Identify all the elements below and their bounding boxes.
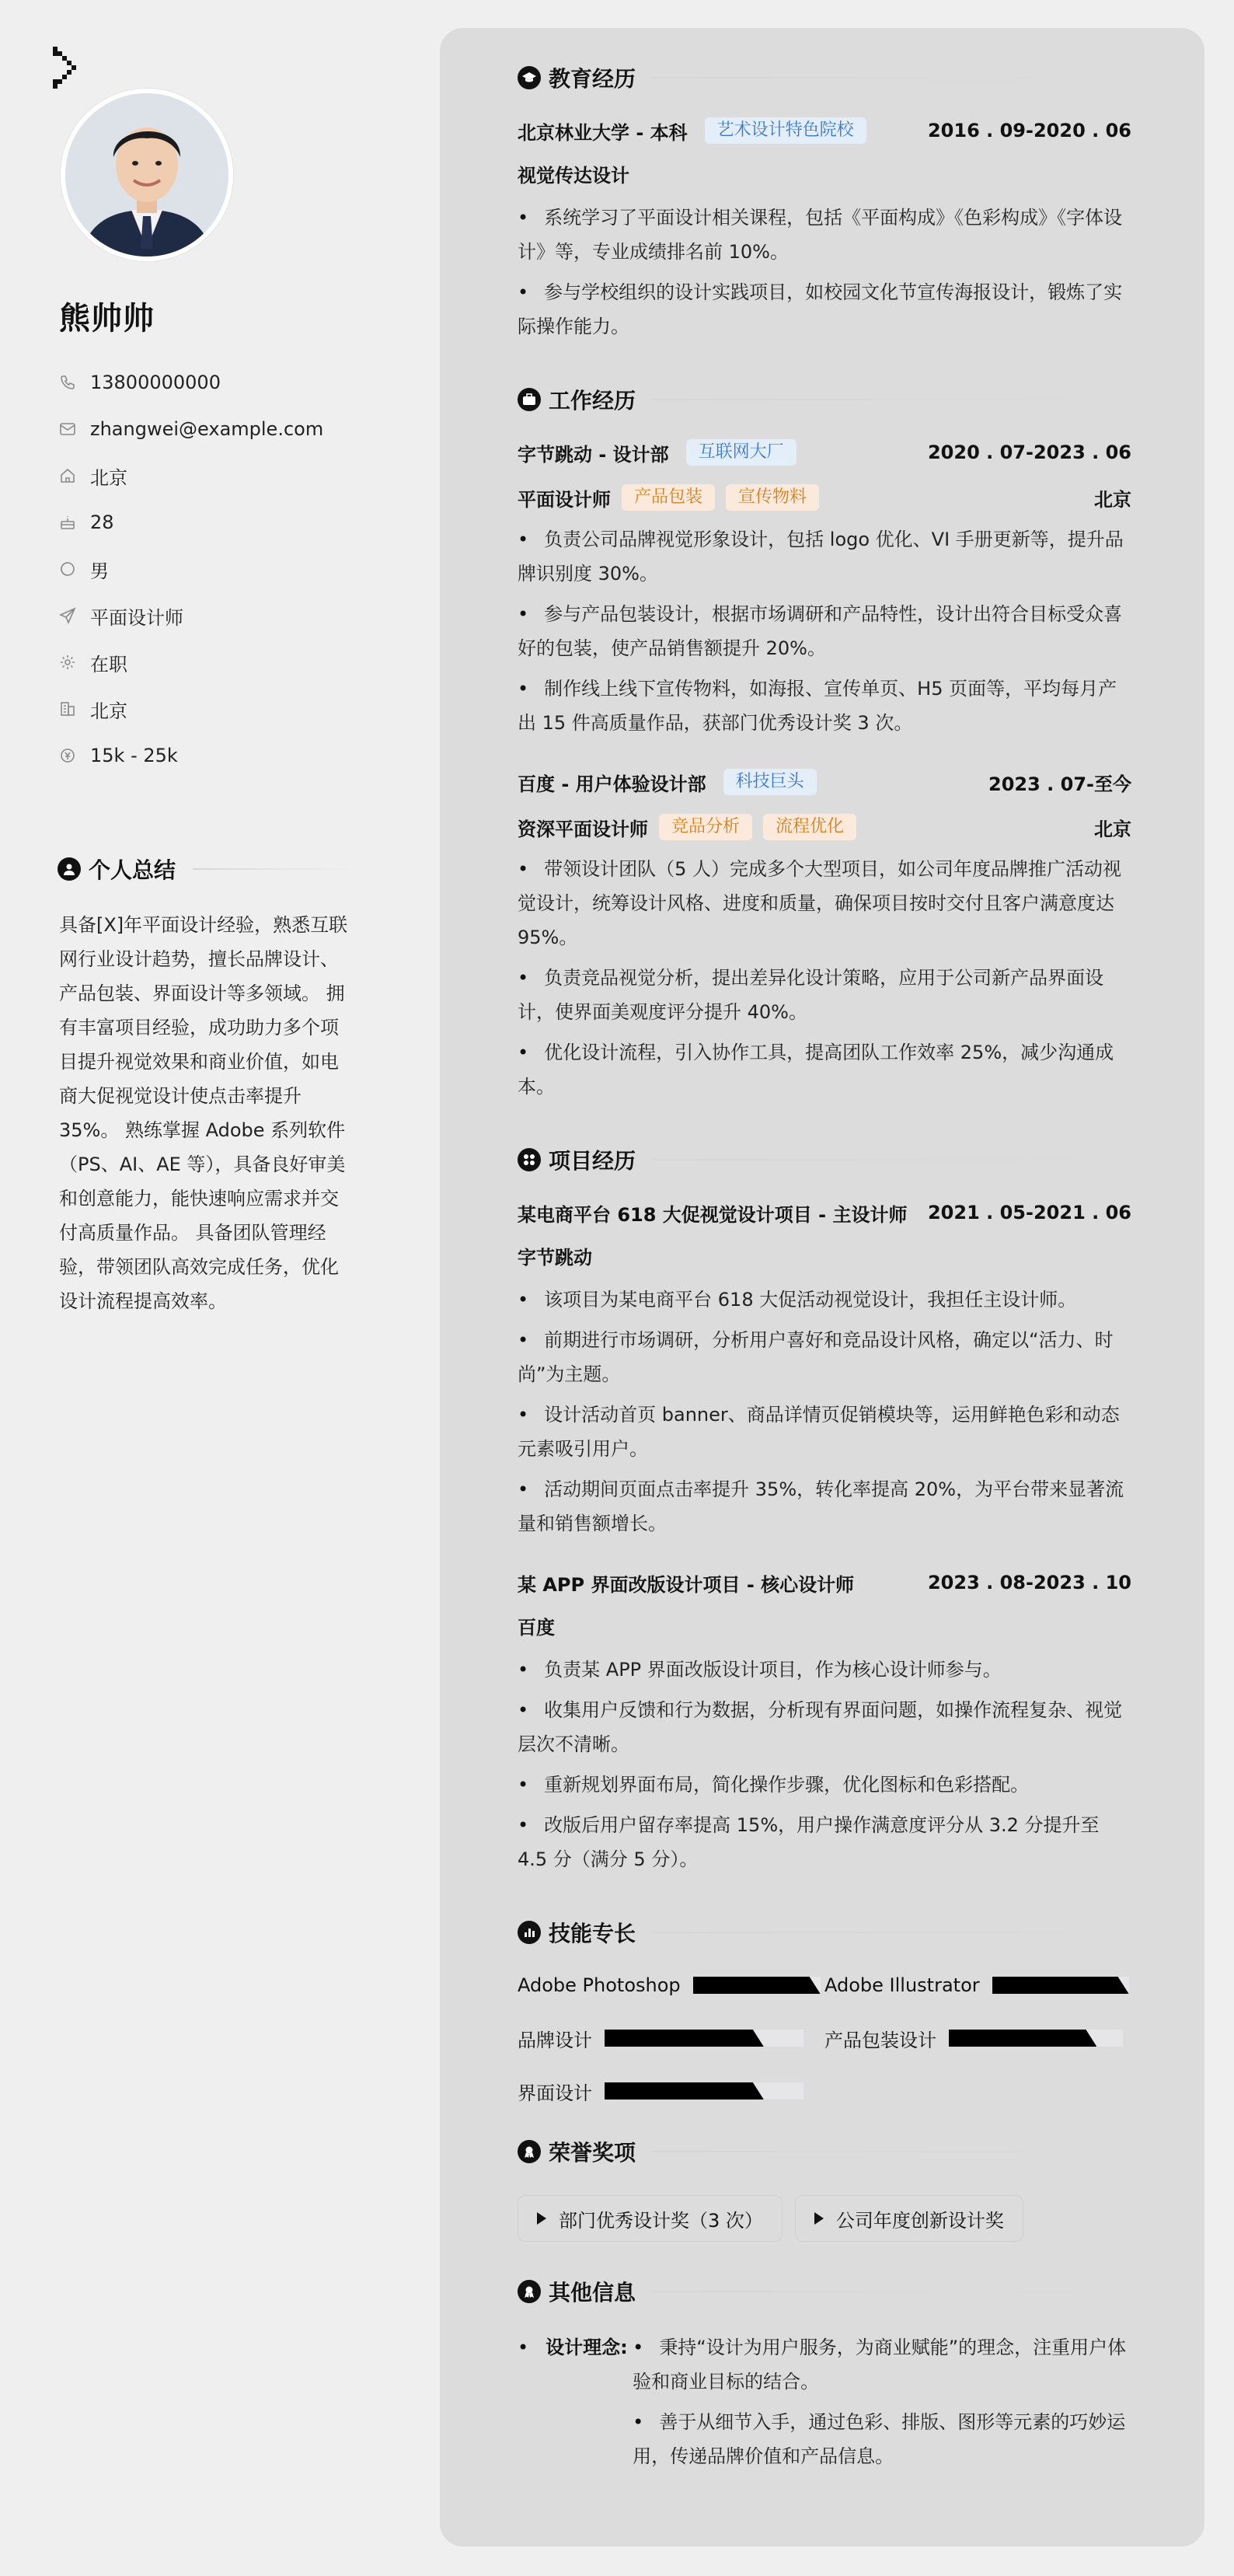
user-icon bbox=[58, 857, 81, 881]
list-item: • 带领设计团队（5 人）完成多个大型项目，如公司年度品牌推广活动视觉设计，统筹设计风格、进度和质量，确保项目按时交付且客户满意度达 95%。 bbox=[518, 852, 1131, 955]
divider bbox=[653, 1159, 1131, 1161]
skill-item bbox=[824, 1974, 1131, 1996]
logo-icon bbox=[51, 45, 82, 92]
job-role: 平面设计师 bbox=[518, 488, 611, 511]
info-item-email bbox=[59, 406, 323, 452]
award-badge bbox=[518, 2195, 783, 2242]
other-info: • 设计理念: • 秉持“设计为用户服务，为商业赋能”的理念，注重用户体验和商业目标的结合。 • 善于从细节入手，通过色彩、排版、图形等元素的巧妙运用，传递品牌价值和产品信息。 bbox=[518, 2330, 1131, 2473]
divider bbox=[653, 399, 1131, 400]
other-title: 其他信息 bbox=[549, 2280, 636, 2305]
divider bbox=[193, 868, 356, 870]
job-role-row bbox=[518, 812, 1131, 843]
briefcase-icon bbox=[518, 388, 541, 411]
education-title: 教育经历 bbox=[549, 66, 636, 92]
skill-bar-fill bbox=[949, 2030, 1096, 2047]
list-item: • 负责公司品牌视觉形象设计，包括 logo 优化、VI 手册更新等，提升品牌识别度 30%。 bbox=[518, 522, 1131, 591]
avatar bbox=[61, 89, 233, 261]
work-heading bbox=[518, 382, 1131, 417]
list-item: • 负责某 APP 界面改版设计项目，作为核心设计师参与。 bbox=[518, 1653, 1131, 1687]
skill-name: 界面设计 bbox=[518, 2082, 592, 2104]
projects-title: 项目经历 bbox=[549, 1148, 636, 1174]
list-item: • 制作线上线下宣传物料，如海报、宣传单页、H5 页面等，平均每月产出 15 件高质量作品，获部门优秀设计奖 3 次。 bbox=[518, 672, 1131, 740]
info-item-city bbox=[59, 686, 323, 732]
info-item-gender bbox=[59, 546, 323, 592]
job-city: 北京 bbox=[1094, 818, 1131, 840]
list-item: • 秉持“设计为用户服务，为商业赋能”的理念，注重用户体验和商业目标的结合。 bbox=[633, 2330, 1130, 2399]
role-tag: 产品包装 bbox=[622, 484, 715, 511]
company-name: 百度 - 用户体验设计部 bbox=[518, 773, 706, 795]
list-item: • 改版后用户留存率提高 15%，用户操作满意度评分从 3.2 分提升至 4.5 分（满分 5 分）。 bbox=[518, 1808, 1131, 1876]
info-text: 男 bbox=[90, 560, 109, 582]
skill-name: 产品包装设计 bbox=[824, 2029, 936, 2051]
play-icon bbox=[537, 2212, 546, 2225]
project-name: 某 APP 界面改版设计项目 - 核心设计师 bbox=[518, 1573, 855, 1596]
job-date: 2023 . 07-至今 bbox=[988, 773, 1131, 795]
send-icon bbox=[59, 607, 76, 624]
job-role-row bbox=[518, 482, 1131, 513]
gender-icon bbox=[59, 560, 76, 578]
project-bullets bbox=[518, 1283, 1131, 1541]
gear-icon bbox=[59, 654, 76, 671]
education-entry-header bbox=[518, 115, 1131, 146]
award-badge bbox=[795, 2195, 1023, 2242]
role-tag: 宣传物料 bbox=[726, 484, 819, 511]
skill-bar bbox=[693, 1977, 821, 1994]
list-item: • 收集用户反馈和行为数据，分析现有界面问题，如操作流程复杂、视觉层次不清晰。 bbox=[518, 1693, 1131, 1761]
company-tag: 科技巨头 bbox=[723, 769, 817, 795]
skill-name: 品牌设计 bbox=[518, 2029, 592, 2051]
award-icon bbox=[518, 2280, 541, 2303]
list-item: • 重新规划界面布局，简化操作步骤，优化图标和色彩搭配。 bbox=[518, 1768, 1131, 1802]
contact-info-list bbox=[59, 359, 323, 779]
skills-list bbox=[518, 1959, 1131, 2117]
company-name: 字节跳动 - 设计部 bbox=[518, 443, 669, 466]
education-heading bbox=[518, 61, 1131, 95]
education-date: 2016 . 09-2020 . 06 bbox=[927, 120, 1131, 141]
info-item-status bbox=[59, 639, 323, 686]
bar-chart-icon bbox=[518, 1921, 541, 1944]
list-item: • 负责竞品视觉分析，提出差异化设计策略，应用于公司新产品界面设计，使界面美观度评分提升 40%。 bbox=[518, 961, 1131, 1029]
list-item: • 参与学校组织的设计实践项目，如校园文化节宣传海报设计，锻炼了实际操作能力。 bbox=[518, 275, 1131, 344]
project-org: 百度 bbox=[518, 1617, 555, 1639]
company-tag: 互联网大厂 bbox=[686, 439, 797, 466]
education-bullets bbox=[518, 201, 1131, 344]
project-header bbox=[518, 1567, 1131, 1598]
info-text: 15k - 25k bbox=[90, 745, 178, 766]
list-item: • 参与产品包装设计，根据市场调研和产品特性，设计出符合目标受众喜好的包装，使产品销售额提升 20%。 bbox=[518, 597, 1131, 665]
award-icon bbox=[518, 2140, 541, 2163]
skill-bar-fill bbox=[693, 1977, 821, 1994]
other-bullets bbox=[633, 2330, 1130, 2473]
skill-name: Adobe Photoshop bbox=[518, 1974, 681, 1996]
projects-heading bbox=[518, 1143, 1131, 1177]
other-label: 设计理念: bbox=[546, 2337, 628, 2358]
awards-title: 荣誉奖项 bbox=[549, 2140, 636, 2166]
list-item: • 活动期间页面点击率提升 35%，转化率提高 20%，为平台带来显著流量和销售额增长。 bbox=[518, 1472, 1131, 1541]
award-name: 部门优秀设计奖（3 次） bbox=[559, 2209, 763, 2232]
info-text: 北京 bbox=[90, 466, 127, 489]
role-tag: 竞品分析 bbox=[659, 814, 752, 840]
building-icon bbox=[59, 700, 76, 717]
skill-bar bbox=[949, 2030, 1123, 2047]
skill-item bbox=[824, 2025, 1131, 2052]
skill-bar bbox=[605, 2030, 803, 2047]
skill-bar bbox=[605, 2082, 803, 2100]
info-item-age bbox=[59, 499, 323, 546]
skill-item bbox=[518, 2025, 824, 2052]
list-item: • 系统学习了平面设计相关课程，包括《平面构成》《色彩构成》《字体设计》等，专业成绩排名前 10%。 bbox=[518, 201, 1131, 269]
job-header bbox=[518, 766, 1131, 798]
role-tag: 流程优化 bbox=[763, 814, 856, 840]
info-text: 在职 bbox=[90, 653, 127, 675]
awards-heading bbox=[518, 2134, 1131, 2169]
project-org: 字节跳动 bbox=[518, 1247, 592, 1269]
work-title: 工作经历 bbox=[549, 388, 636, 414]
cake-icon bbox=[59, 514, 76, 531]
profile-name: 熊帅帅 bbox=[59, 301, 155, 337]
project-header bbox=[518, 1197, 1131, 1228]
school-tag: 艺术设计特色院校 bbox=[705, 117, 866, 144]
grid-icon bbox=[518, 1148, 541, 1171]
divider bbox=[653, 2291, 1131, 2292]
skill-item bbox=[518, 1974, 824, 1996]
skills-heading bbox=[518, 1915, 1131, 1949]
skill-bar bbox=[992, 1977, 1129, 1994]
info-text: 28 bbox=[90, 511, 114, 533]
job-bullets bbox=[518, 852, 1131, 1104]
info-text: 北京 bbox=[90, 700, 127, 722]
list-item: • 该项目为某电商平台 618 大促活动视觉设计，我担任主设计师。 bbox=[518, 1283, 1131, 1317]
list-item: • 前期进行市场调研，分析用户喜好和竞品设计风格，确定以“活力、时尚”为主题。 bbox=[518, 1323, 1131, 1391]
coin-icon bbox=[59, 747, 76, 764]
job-header bbox=[518, 437, 1131, 468]
job-bullets bbox=[518, 522, 1131, 740]
summary-text: 具备[X]年平面设计经验，熟悉互联网行业设计趋势，擅长品牌设计、产品包装、界面设计等多领域。 拥有丰富项目经验，成功助力多个项目提升视觉效果和商业价值，如电商大促视觉设计使点击率提升 35%。 熟练掌握 Adobe 系列软件（PS、AI、AE 等），具备良好审美和创意能力，能快速响应需求并交付高质量作品。 具备团队管理经验，带领团队高效完成任务，优化设计流程提高效率。 bbox=[59, 914, 348, 1312]
school-name: 北京林业大学 - 本科 bbox=[518, 121, 688, 144]
awards-list bbox=[518, 2195, 1131, 2242]
skill-bar-fill bbox=[605, 2030, 764, 2047]
info-item-salary bbox=[59, 732, 323, 779]
divider bbox=[653, 1932, 1131, 1933]
list-item: • 善于从细节入手，通过色彩、排版、图形等元素的巧妙运用，传递品牌价值和产品信息。 bbox=[633, 2405, 1130, 2473]
major: 视觉传达设计 bbox=[518, 165, 629, 187]
divider bbox=[653, 2151, 1131, 2152]
mail-icon bbox=[59, 421, 76, 438]
phone-icon bbox=[59, 374, 76, 391]
list-item: • 设计活动首页 banner、商品详情页促销模块等，运用鲜艳色彩和动态元素吸引用户。 bbox=[518, 1398, 1131, 1466]
summary-title: 个人总结 bbox=[89, 857, 176, 883]
project-name: 某电商平台 618 大促视觉设计项目 - 主设计师 bbox=[518, 1203, 908, 1226]
project-date: 2023 . 08-2023 . 10 bbox=[927, 1572, 1131, 1593]
info-item-phone bbox=[59, 359, 323, 406]
skill-bar-fill bbox=[605, 2082, 764, 2100]
avatar-photo bbox=[65, 93, 228, 257]
other-heading bbox=[518, 2274, 1131, 2309]
info-item-position bbox=[59, 592, 323, 639]
graduation-cap-icon bbox=[518, 66, 541, 89]
play-icon bbox=[814, 2212, 824, 2225]
job-date: 2020 . 07-2023 . 06 bbox=[927, 442, 1131, 463]
info-text: 13800000000 bbox=[90, 372, 221, 393]
skill-name: Adobe Illustrator bbox=[824, 1974, 980, 1996]
project-bullets bbox=[518, 1653, 1131, 1876]
summary-heading bbox=[58, 853, 356, 885]
skills-title: 技能专长 bbox=[549, 1921, 636, 1946]
info-item-address bbox=[59, 452, 323, 499]
main-panel bbox=[440, 28, 1204, 2546]
award-name: 公司年度创新设计奖 bbox=[835, 2209, 1004, 2232]
job-role: 资深平面设计师 bbox=[518, 818, 648, 840]
info-text: 平面设计师 bbox=[90, 606, 183, 629]
divider bbox=[653, 77, 1131, 79]
home-icon bbox=[59, 467, 76, 484]
skill-item bbox=[518, 2078, 831, 2105]
project-date: 2021 . 05-2021 . 06 bbox=[927, 1202, 1131, 1223]
skill-bar-fill bbox=[992, 1977, 1129, 1994]
job-city: 北京 bbox=[1094, 488, 1131, 511]
list-item: • 优化设计流程，引入协作工具，提高团队工作效率 25%，减少沟通成本。 bbox=[518, 1035, 1131, 1104]
info-text: zhangwei@example.com bbox=[90, 418, 324, 440]
